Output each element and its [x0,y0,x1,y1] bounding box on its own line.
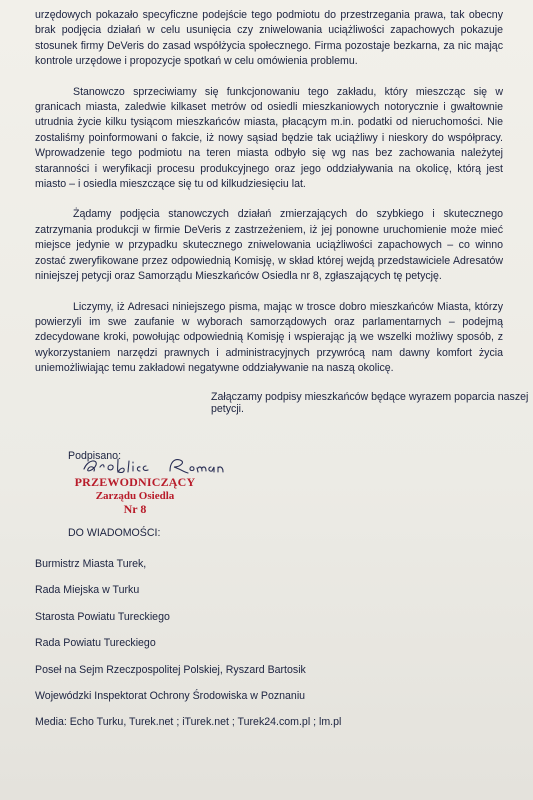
recipient-item: Poseł na Sejm Rzeczpospolitej Polskiej, Ryszard Bartosik [35,663,306,676]
paragraph-expectation: Liczymy, iż Adresaci niniejszego pisma, mając w trosce dobro mieszkańców Miasta, którzy powierzyli im swe zaufanie w wyborach samorządowych oraz parlamentarnych – podejmą zdecydowane kroki, powołując odpowiednią Komisję i wspierając ją we wszelki możliwy sposób, z wykorzystaniem narzędzi prawnych i administracyjnych przywrócą nam dawny komfort życia uniemożliwiając temu zakładowi negatywne oddziaływanie na naszą okolicę. [35,300,503,375]
official-stamp [60,475,210,516]
stamp-title: PRZEWODNICZĄCY [74,475,196,489]
paragraph-continuation: urzędowych pokazało specyficzne podejście tego podmiotu do przestrzegania prawa, tak obecny brak podjęcia działań w celu usunięcia czy zniwelowania uciążliwości zapachowych pokazuje stosunek firmy DeVeris do zasad współżycia społecznego. Firma pozostaje bezkarna, za nic mając kontrole urzędowe i propozycje spotkań w celu omówienia problemu. [35,9,503,68]
recipient-item: Rada Powiatu Tureckiego [35,637,156,650]
petition-body [35,8,503,392]
paragraph-objection: Stanowczo sprzeciwiamy się funkcjonowaniu tego zakładu, który mieszcząc się w granicach miasta, zaledwie kilkaset metrów od osiedli mieszkaniowych notorycznie i gwałtownie utrudnia życie kilku tysiącom mieszkańców miasta, płacącym m.in. podatki od nieruchomości. Nie zostaliśmy poinformowani o fakcie, iż nowy sąsiad będzie tak uciążliwy i nieskory do współpracy. Wprowadzenie tego podmiotu na teren miasta odbyło się wg nas bez zachowania należytej staranności i weryfikacji procesu produkcyjnego oraz jego oddziaływania na okolicę, którą jest miasto – i osiedla mieszczące się tu od kilkudziesięciu lat. [35,85,503,191]
recipients-list [35,557,341,742]
recipient-item: Wojewódzki Inspektorat Ochrony Środowiska w Poznaniu [35,689,306,702]
recipient-item: Rada Miejska w Turku [35,584,140,597]
signed-label: Podpisano: [68,450,122,462]
recipient-item: Burmistrz Miasta Turek, [35,558,147,570]
recipient-item: Starosta Powiatu Tureckiego [35,610,170,623]
recipients-heading: DO WIADOMOŚCI: [68,527,161,539]
paragraph-demand: Żądamy podjęcia stanowczych działań zmierzających do szybkiego i skutecznego zatrzymania produkcji w firmie DeVeris z zastrzeżeniem, iż jej ponowne uruchomienie może mieć miejsce jedynie w przypadku skutecznego zniwelowania uciążliwości zapachowych – co winno zostać zweryfikowane przez odpowiednią Komisję, w skład której wejdą przedstawiciele Adresatów niniejszej petycji oraz Samorządu Mieszkańców Osiedla nr 8, zgłaszających tę petycję. [35,208,503,283]
stamp-board: Zarządu Osiedla [95,490,175,502]
closing-line: Załączamy podpisy mieszkańców będące wyrazem poparcia naszej petycji. [211,391,529,415]
stamp-number: Nr 8 [123,502,147,516]
recipient-item: Media: Echo Turku, Turek.net ; iTurek.net ; Turek24.com.pl ; lm.pl [35,716,342,729]
